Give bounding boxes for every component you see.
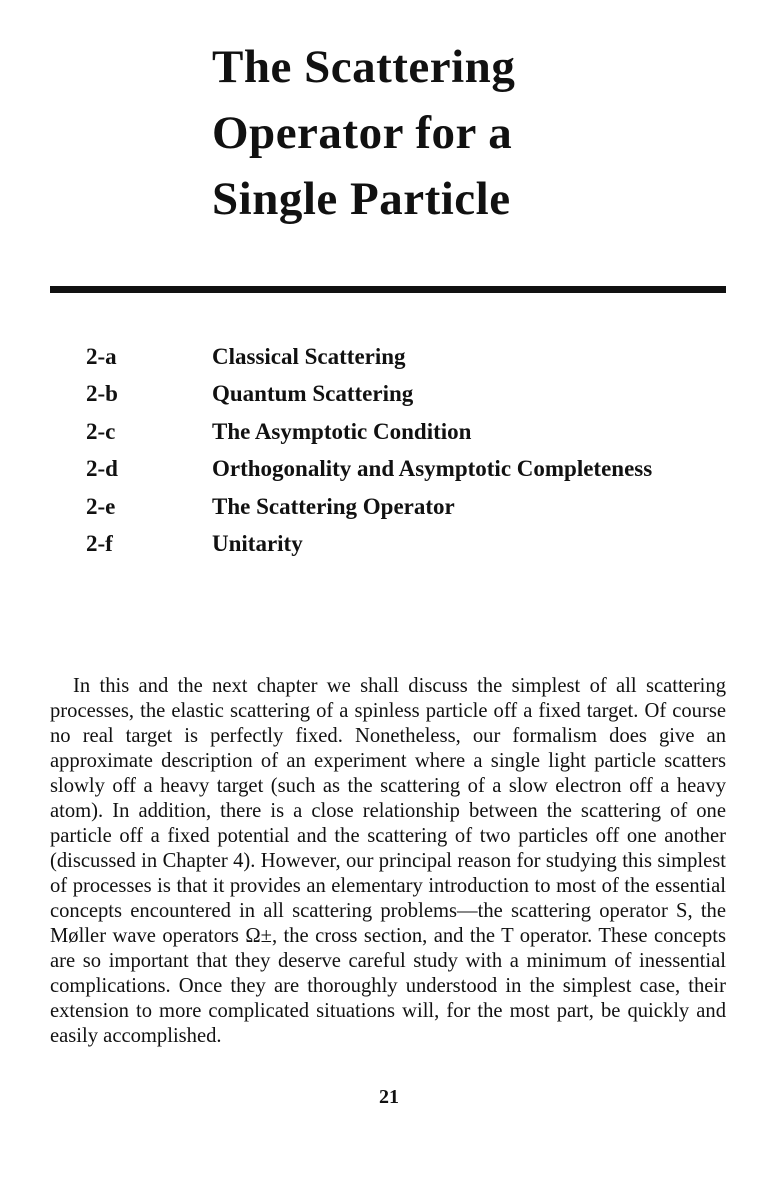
body-text (50, 674, 726, 1049)
chapter-title (212, 34, 515, 232)
chapter-title-line-3: Single Particle (212, 173, 511, 225)
toc-item-number: 2-b (86, 381, 118, 407)
toc-item (86, 488, 746, 526)
toc-item-title: Quantum Scattering (212, 381, 414, 407)
page-number: 21 (379, 1086, 399, 1108)
chapter-title-line-2: Operator for a (212, 107, 513, 159)
toc-item-title: The Scattering Operator (212, 493, 455, 519)
toc-item-number: 2-f (86, 531, 113, 557)
table-of-contents (86, 338, 746, 563)
toc-item (86, 451, 746, 489)
toc-item (86, 376, 746, 414)
toc-item-number: 2-c (86, 418, 116, 444)
toc-item-title: The Asymptotic Condition (212, 418, 472, 444)
section-divider (50, 286, 726, 293)
toc-item-number: 2-e (86, 493, 116, 519)
toc-item-title: Orthogonality and Asymptotic Completeness (212, 456, 653, 482)
toc-item (86, 338, 746, 376)
body-paragraph: In this and the next chapter we shall discuss the simplest of all scattering processes, the elastic scattering of a spinless particle off a fixed target. Of course no real target is perfectly fixed. Nonetheless, our formalism does give an approximate description of an experiment where a single light particle scatters slowly off a heavy target (such as the scattering of a slow electron off a heavy atom). In addition, there is a close relationship between the scattering of one particle off a fixed potential and the scattering of two particles off one another (discussed in Chapter 4). However, our principal reason for studying this simplest of processes is that it provides an elementary introduction to most of the essential concepts encountered in all scattering problems—the scattering operator S, the Møller wave operators Ω±, the cross section, and the T operator. These concepts are so important that they deserve careful study with a minimum of inessential complications. Once they are thoroughly understood in the simplest case, their extension to more complicated situations will, for the most part, be quickly and easily accomplished. (50, 675, 726, 1047)
toc-item (86, 413, 746, 451)
toc-item (86, 526, 746, 564)
chapter-title-line-1: The Scattering (212, 41, 516, 93)
toc-item-number: 2-a (86, 343, 117, 369)
toc-item-title: Unitarity (212, 531, 303, 557)
toc-item-title: Classical Scattering (212, 343, 406, 369)
toc-item-number: 2-d (86, 456, 118, 482)
